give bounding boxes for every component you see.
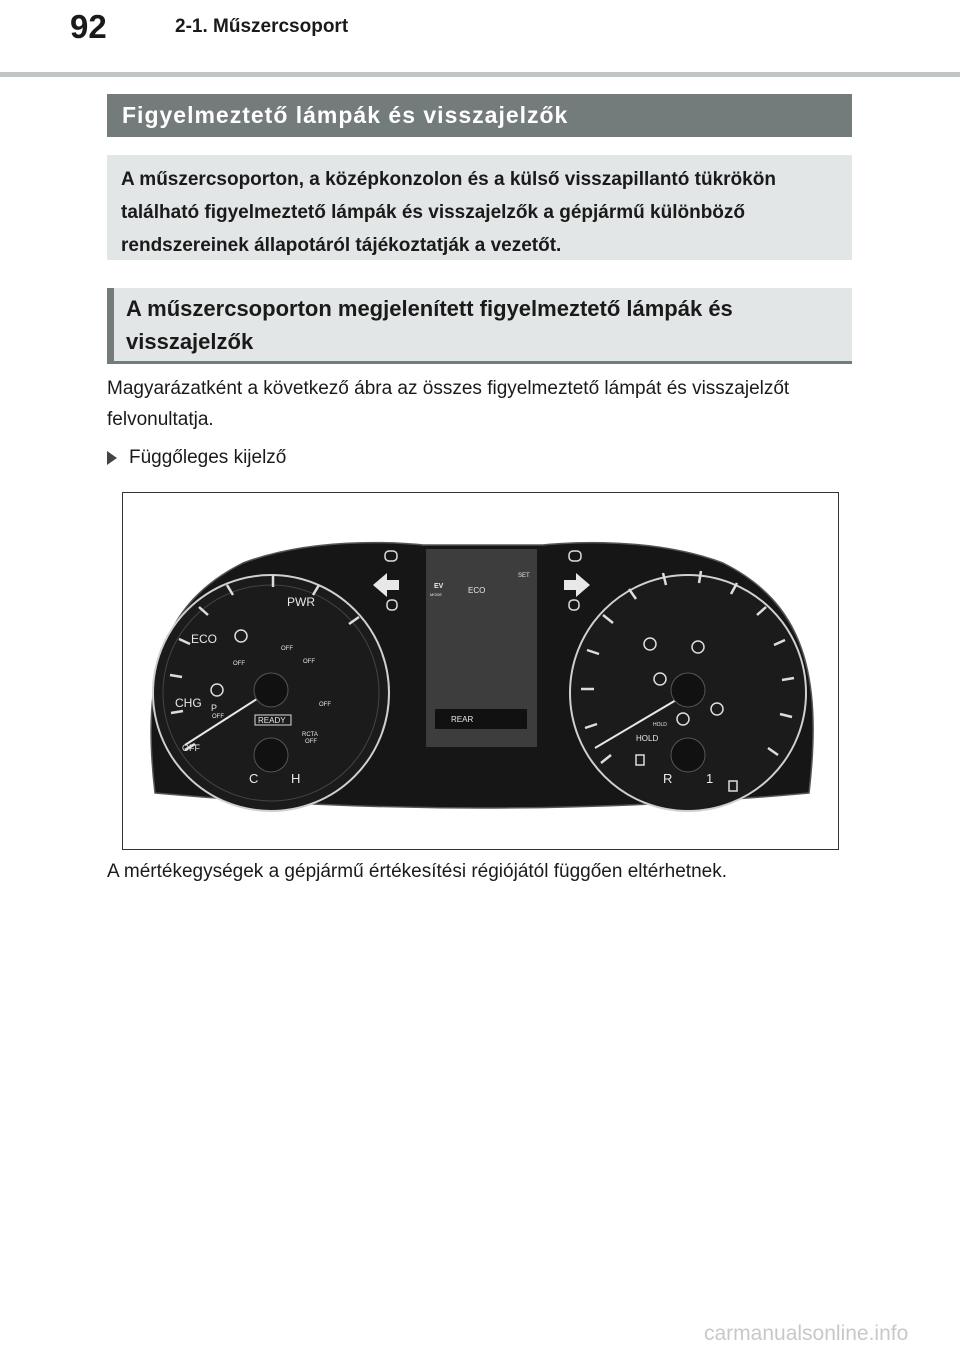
body-text: Magyarázatként a következő ábra az összes figyelmeztető lámpát és visszajelzőt felvonultatja. xyxy=(107,378,790,430)
rear-label: REAR xyxy=(451,715,474,724)
page-number: 92 xyxy=(70,8,107,45)
p-label: P xyxy=(211,703,218,713)
off-label-4: OFF xyxy=(212,714,224,720)
eco-label: ECO xyxy=(191,632,218,646)
left-hub-upper xyxy=(254,673,288,707)
bullet-item xyxy=(107,442,286,473)
h-label: H xyxy=(291,771,301,786)
right-hub-lower xyxy=(671,738,705,772)
rcta-label: RCTA xyxy=(302,732,318,738)
center-eco-label: ECO xyxy=(468,586,486,595)
ev-label: EV xyxy=(434,583,444,590)
intro-box: A műszercsoporton, a középkonzolon és a külső visszapillantó tükrökön található figyelmeztető lámpák és visszajelzők a gépjármű különböző rendszereinek állapotáról tájékoztatják a vezetőt. xyxy=(107,155,852,260)
bullet-label: Függőleges kijelző xyxy=(129,447,287,468)
c-label: C xyxy=(249,771,259,786)
mode-label: MODE xyxy=(430,592,442,597)
pwr-label: PWR xyxy=(287,595,315,609)
watermark: carmanualsonline.info xyxy=(704,1322,909,1345)
sub-heading: A műszercsoporton megjelenített figyelmeztető lámpák és visszajelzők xyxy=(107,288,852,364)
dial-off-label: OFF xyxy=(182,743,200,753)
caption: A mértékegységek a gépjármű értékesítési régiójától függően eltérhetnek. xyxy=(107,861,727,882)
one-label: 1 xyxy=(706,771,714,786)
instrument-cluster-svg xyxy=(123,493,838,849)
rear-bar xyxy=(435,709,527,729)
main-heading: Figyelmeztető lámpák és visszajelzők xyxy=(107,94,852,137)
rcta-off-label: OFF xyxy=(305,739,317,745)
hold-small-label: HOLD xyxy=(653,722,667,728)
hold-label: HOLD xyxy=(636,734,659,743)
right-hub-upper xyxy=(671,673,705,707)
left-hub-lower xyxy=(254,738,288,772)
r-label: R xyxy=(663,771,673,786)
ready-label: READY xyxy=(258,716,286,725)
chg-label: CHG xyxy=(175,696,202,710)
set-label: SET xyxy=(518,573,530,579)
off-label-1: OFF xyxy=(233,661,245,667)
off-label-2: OFF xyxy=(281,646,293,652)
bullet-triangle-icon xyxy=(107,451,117,465)
off-label-3: OFF xyxy=(303,659,315,665)
header-divider xyxy=(0,72,960,77)
instrument-cluster-figure xyxy=(122,492,839,850)
off-label-5: OFF xyxy=(319,702,331,708)
section-title: 2-1. Műszercsoport xyxy=(175,16,349,37)
